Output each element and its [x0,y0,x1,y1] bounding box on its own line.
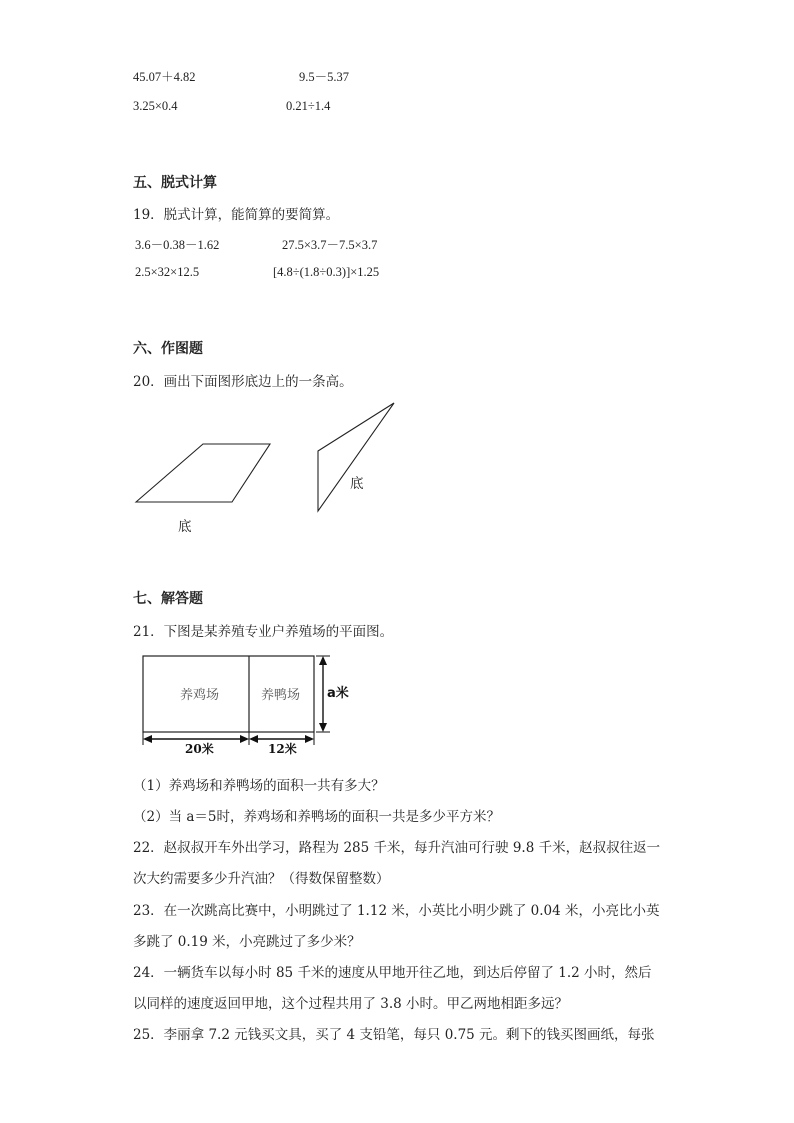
question-21: 21．下图是某养殖专业户养殖场的平面图。 [133,624,394,640]
calc-expression: 3.25×0.4 [133,99,178,113]
section-6-title: 六、作图题 [133,341,203,357]
section-5-title: 五、脱式计算 [133,175,217,191]
question-22-line-2: 次大约需要多少升汽油？（得数保留整数） [133,871,390,887]
parallelogram-shape [136,444,270,502]
calc-expression: 3.6－0.38－1.62 [135,238,220,252]
width-arrow-right-end [305,735,314,743]
question-23-line-1: 23．在一次跳高比赛中，小明跳过了 1.12 米，小英比小明少跳了 0.04 米，小亮比小英 [133,903,660,919]
question-21-part-2: （2）当 a＝5时，养鸡场和养鸭场的面积一共是多少平方米？ [133,809,501,825]
calc-expression: [4.8÷(1.8÷0.3)]×1.25 [273,265,380,279]
width-arrow-right-start [249,735,258,743]
width-arrow-left-start [143,735,152,743]
question-24-line-1: 24．一辆货车以每小时 85 千米的速度从甲地开往乙地，到达后停留了 1.2 小时，然后 [133,965,652,981]
section-7-title: 七、解答题 [133,591,203,607]
calc-expression: 27.5×3.7－7.5×3.7 [282,238,378,252]
plan-right-width-label: 12米 [268,742,297,756]
plan-left-width-label: 20米 [185,742,214,756]
calc-expression: 2.5×32×12.5 [135,265,200,279]
plan-duck-farm-label: 养鸭场 [261,688,301,703]
height-arrow-top [319,656,327,665]
width-arrow-left-end [240,735,249,743]
question-21-part-1: （1）养鸡场和养鸭场的面积一共有多大？ [133,778,385,794]
question-20: 20．画出下面图形底边上的一条高。 [133,374,353,390]
plan-height-label: a米 [327,686,349,701]
calc-expression: 9.5－5.37 [299,70,350,84]
height-arrow-bottom [319,723,327,732]
question-23-line-2: 多跳了 0.19 米，小亮跳过了多少米？ [133,934,361,950]
question-19: 19．脱式计算，能简算的要简算。 [133,207,340,223]
farm-plan-diagram [143,656,330,745]
question-24-line-2: 以同样的速度返回甲地，这个过程共用了 3.8 小时。甲乙两地相距多远？ [133,996,569,1012]
plan-chicken-farm-label: 养鸡场 [180,688,220,703]
triangle-shape [318,403,394,511]
calc-expression: 0.21÷1.4 [286,99,331,113]
parallelogram-base-label: 底 [178,519,192,535]
question-25-line-1: 25．李丽拿 7.2 元钱买文具，买了 4 支铅笔，每只 0.75 元。剩下的钱买图画纸，每张 [133,1027,655,1043]
question-22-line-1: 22．赵叔叔开车外出学习，路程为 285 千米，每升汽油可行驶 9.8 千米，赵叔叔往返一 [133,840,661,856]
calc-expression: 45.07＋4.82 [133,70,196,84]
triangle-base-label: 底 [350,476,364,492]
